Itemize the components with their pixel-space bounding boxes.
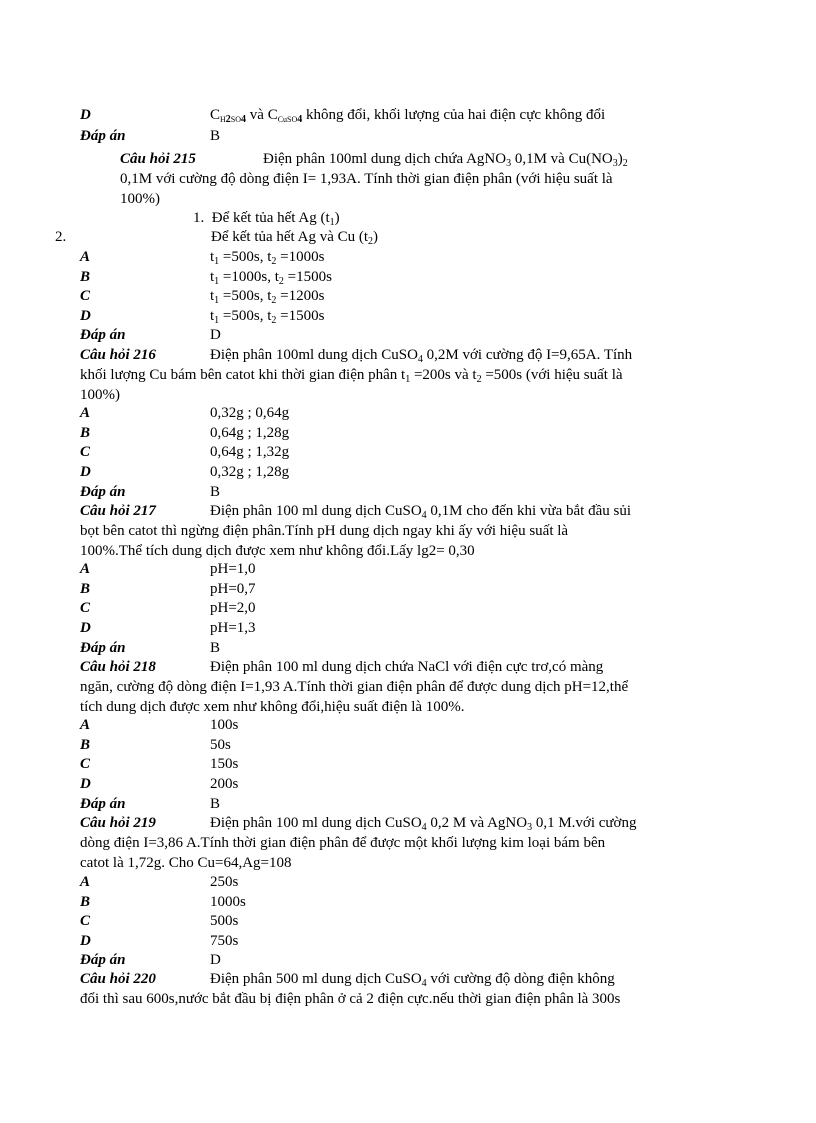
answer-label: Đáp án [80, 327, 126, 343]
option-label: C [80, 756, 91, 772]
option-label: C [80, 288, 91, 304]
option-value: $t_1 =500s$, $t_2 =1500s$ [210, 307, 325, 326]
option-label: B [80, 580, 91, 597]
option-value: $t_1 =500s$, $t_2 =1200s$ [210, 288, 325, 306]
question-text: Điện phân 100 ml dung dịch CuSO$_4$ 0,1M cho đến khi vừa bắt đầu sủi [210, 503, 632, 521]
option-label: D [80, 463, 91, 480]
question-title: Câu hỏi 218 [80, 659, 156, 675]
option-row [80, 911, 665, 931]
option-label: D [80, 775, 91, 792]
answer-219 [80, 950, 665, 970]
option-row [80, 598, 665, 618]
answer-217 [80, 638, 665, 658]
answer-label: Đáp án [80, 640, 126, 656]
option-row [80, 872, 665, 892]
option-label: C [80, 444, 91, 460]
prev-option-d [80, 105, 665, 125]
option-row [80, 579, 665, 599]
question-text-line: đổi thì sau 600s,nước bắt đầu bị điện phân ở cả 2 điện cực.nếu thời gian điện phân là 300s [80, 991, 621, 1007]
question-text-line: ngăn, cường độ dòng điện I=1,93 A.Tính thời gian điện phân để được dung dịch pH=12,thể [80, 679, 629, 695]
option-label: B [80, 736, 91, 753]
answer-label: Đáp án [80, 128, 126, 144]
option-row [80, 754, 665, 774]
option-value: pH=2,0 [210, 600, 256, 616]
question-text-line: bọt bên catot thì ngừng điện phân.Tính pH dung dịch ngay khi ấy với hiệu suất là [80, 523, 569, 539]
option-label: D [80, 619, 91, 636]
option-label: C [80, 913, 91, 929]
option-label: A [80, 405, 91, 421]
option-row [80, 735, 665, 755]
option-label: D [80, 307, 91, 324]
option-label: A [80, 717, 91, 733]
question-217 [80, 501, 665, 561]
option-value: 0,32g ; 0,64g [210, 405, 290, 421]
option-value: 0,32g ; 1,28g [210, 463, 290, 480]
question-text-line: khối lượng Cu bám bên catot khi thời gian điện phân $t_1 =200s$ và $t_2 =500s$ (với hiệu suất là [80, 367, 623, 385]
option-row [80, 774, 665, 794]
question-text: Điện phân 100 ml dung dịch CuSO$_4$ 0,2 M và AgNO$_3$ 0,1 M.với cường [210, 815, 637, 833]
question-text: Điện phân 100ml dung dịch chứa AgNO$_3$ 0,1M và $Cu(NO_3)_2$ [263, 151, 628, 169]
question-215 [120, 149, 665, 209]
question-text-line: 100%) [80, 387, 120, 403]
option-label: D [80, 932, 91, 949]
option-label: C [80, 600, 91, 616]
question-216 [80, 345, 665, 405]
option-row [80, 442, 665, 462]
option-row [80, 618, 665, 638]
question-text-line: 100%) [120, 191, 160, 207]
option-value: pH=0,7 [210, 580, 256, 597]
answer-value: B [210, 640, 221, 656]
question-title: Câu hỏi 216 [80, 347, 156, 363]
question-title: Câu hỏi 220 [80, 971, 156, 987]
option-value: 200s [210, 775, 239, 792]
option-label: A [80, 874, 91, 890]
question-text: Điện phân 100 ml dung dịch chứa NaCl với điện cực trơ,có màng [210, 659, 604, 675]
option-label: A [80, 561, 91, 577]
option-value: $C_{H2SO4}$ và $C_{CuSO4}$ không đổi, khối lượng của hai điện cực không đổi [210, 107, 606, 125]
question-title: Câu hỏi 217 [80, 503, 156, 519]
answer-value: D [210, 952, 221, 968]
question-text: Điện phân 100ml dung dịch CuSO$_4$ 0,2M với cường độ I=9,65A. Tính [210, 347, 633, 365]
option-row [80, 559, 665, 579]
option-row [80, 892, 665, 912]
question-text-line: dòng điện I=3,86 A.Tính thời gian điện phân để được một khối lượng kim loại bám bên [80, 835, 606, 851]
answer-value: B [210, 796, 221, 812]
option-value: pH=1,0 [210, 561, 256, 577]
option-label: D [80, 107, 91, 123]
answer-value: B [210, 484, 221, 500]
option-value: $t_1 =1000s$, $t_2 =1500s$ [210, 268, 332, 287]
option-value: 1000s [210, 893, 246, 910]
answer-label: Đáp án [80, 484, 126, 500]
option-value: 0,64g ; 1,32g [210, 444, 290, 460]
option-label: B [80, 424, 91, 441]
option-row [80, 423, 665, 443]
question-text: Điện phân 500 ml dung dịch CuSO$_4$ với cường độ dòng điện không [210, 971, 615, 989]
subquestion-1: 1. Để kết tủa hết Ag $(t_1)$ [193, 210, 340, 228]
prev-answer [80, 126, 665, 146]
option-row [80, 286, 665, 306]
option-value: 250s [210, 874, 239, 890]
option-value: pH=1,3 [210, 619, 256, 636]
answer-215 [80, 325, 665, 345]
option-row [80, 403, 665, 423]
option-row [80, 267, 665, 287]
option-label: B [80, 893, 91, 910]
question-220 [80, 969, 665, 1009]
question-text-line: 100%.Thể tích dung dịch được xem như không đổi.Lấy lg2= 0,30 [80, 543, 475, 559]
option-value: 500s [210, 913, 239, 929]
answer-label: Đáp án [80, 952, 126, 968]
question-title: Câu hỏi 219 [80, 815, 156, 831]
answer-216 [80, 482, 665, 502]
answer-label: Đáp án [80, 796, 126, 812]
option-value: 100s [210, 717, 239, 733]
question-text-line: 0,1M với cường độ dòng điện I= 1,93A. Tính thời gian điện phân (với hiệu suất là [120, 171, 613, 187]
option-row [80, 247, 665, 267]
question-219 [80, 813, 665, 873]
option-row [80, 715, 665, 735]
option-label: B [80, 268, 91, 285]
option-value: 750s [210, 932, 239, 949]
option-row [80, 931, 665, 951]
option-label: A [80, 249, 91, 265]
question-text-line: tích dung dịch được xem như không đổi,hiệu suất điện là 100%. [80, 699, 465, 715]
option-value: 150s [210, 756, 239, 772]
answer-218 [80, 794, 665, 814]
question-text-line: catot là 1,72g. Cho Cu=64,Ag=108 [80, 855, 292, 871]
option-row [80, 306, 665, 326]
option-value: 50s [210, 736, 231, 753]
option-value: $t_1 =500s$, $t_2 =1000s$ [210, 249, 325, 267]
question-218 [80, 657, 665, 717]
option-row [80, 462, 665, 482]
question-title: Câu hỏi 215 [120, 151, 196, 167]
answer-value: D [210, 327, 221, 343]
subquestion-2: 2. Để kết tủa hết Ag và Cu $(t_2)$ [55, 229, 379, 247]
answer-value: B [210, 128, 221, 144]
option-value: 0,64g ; 1,28g [210, 424, 290, 441]
